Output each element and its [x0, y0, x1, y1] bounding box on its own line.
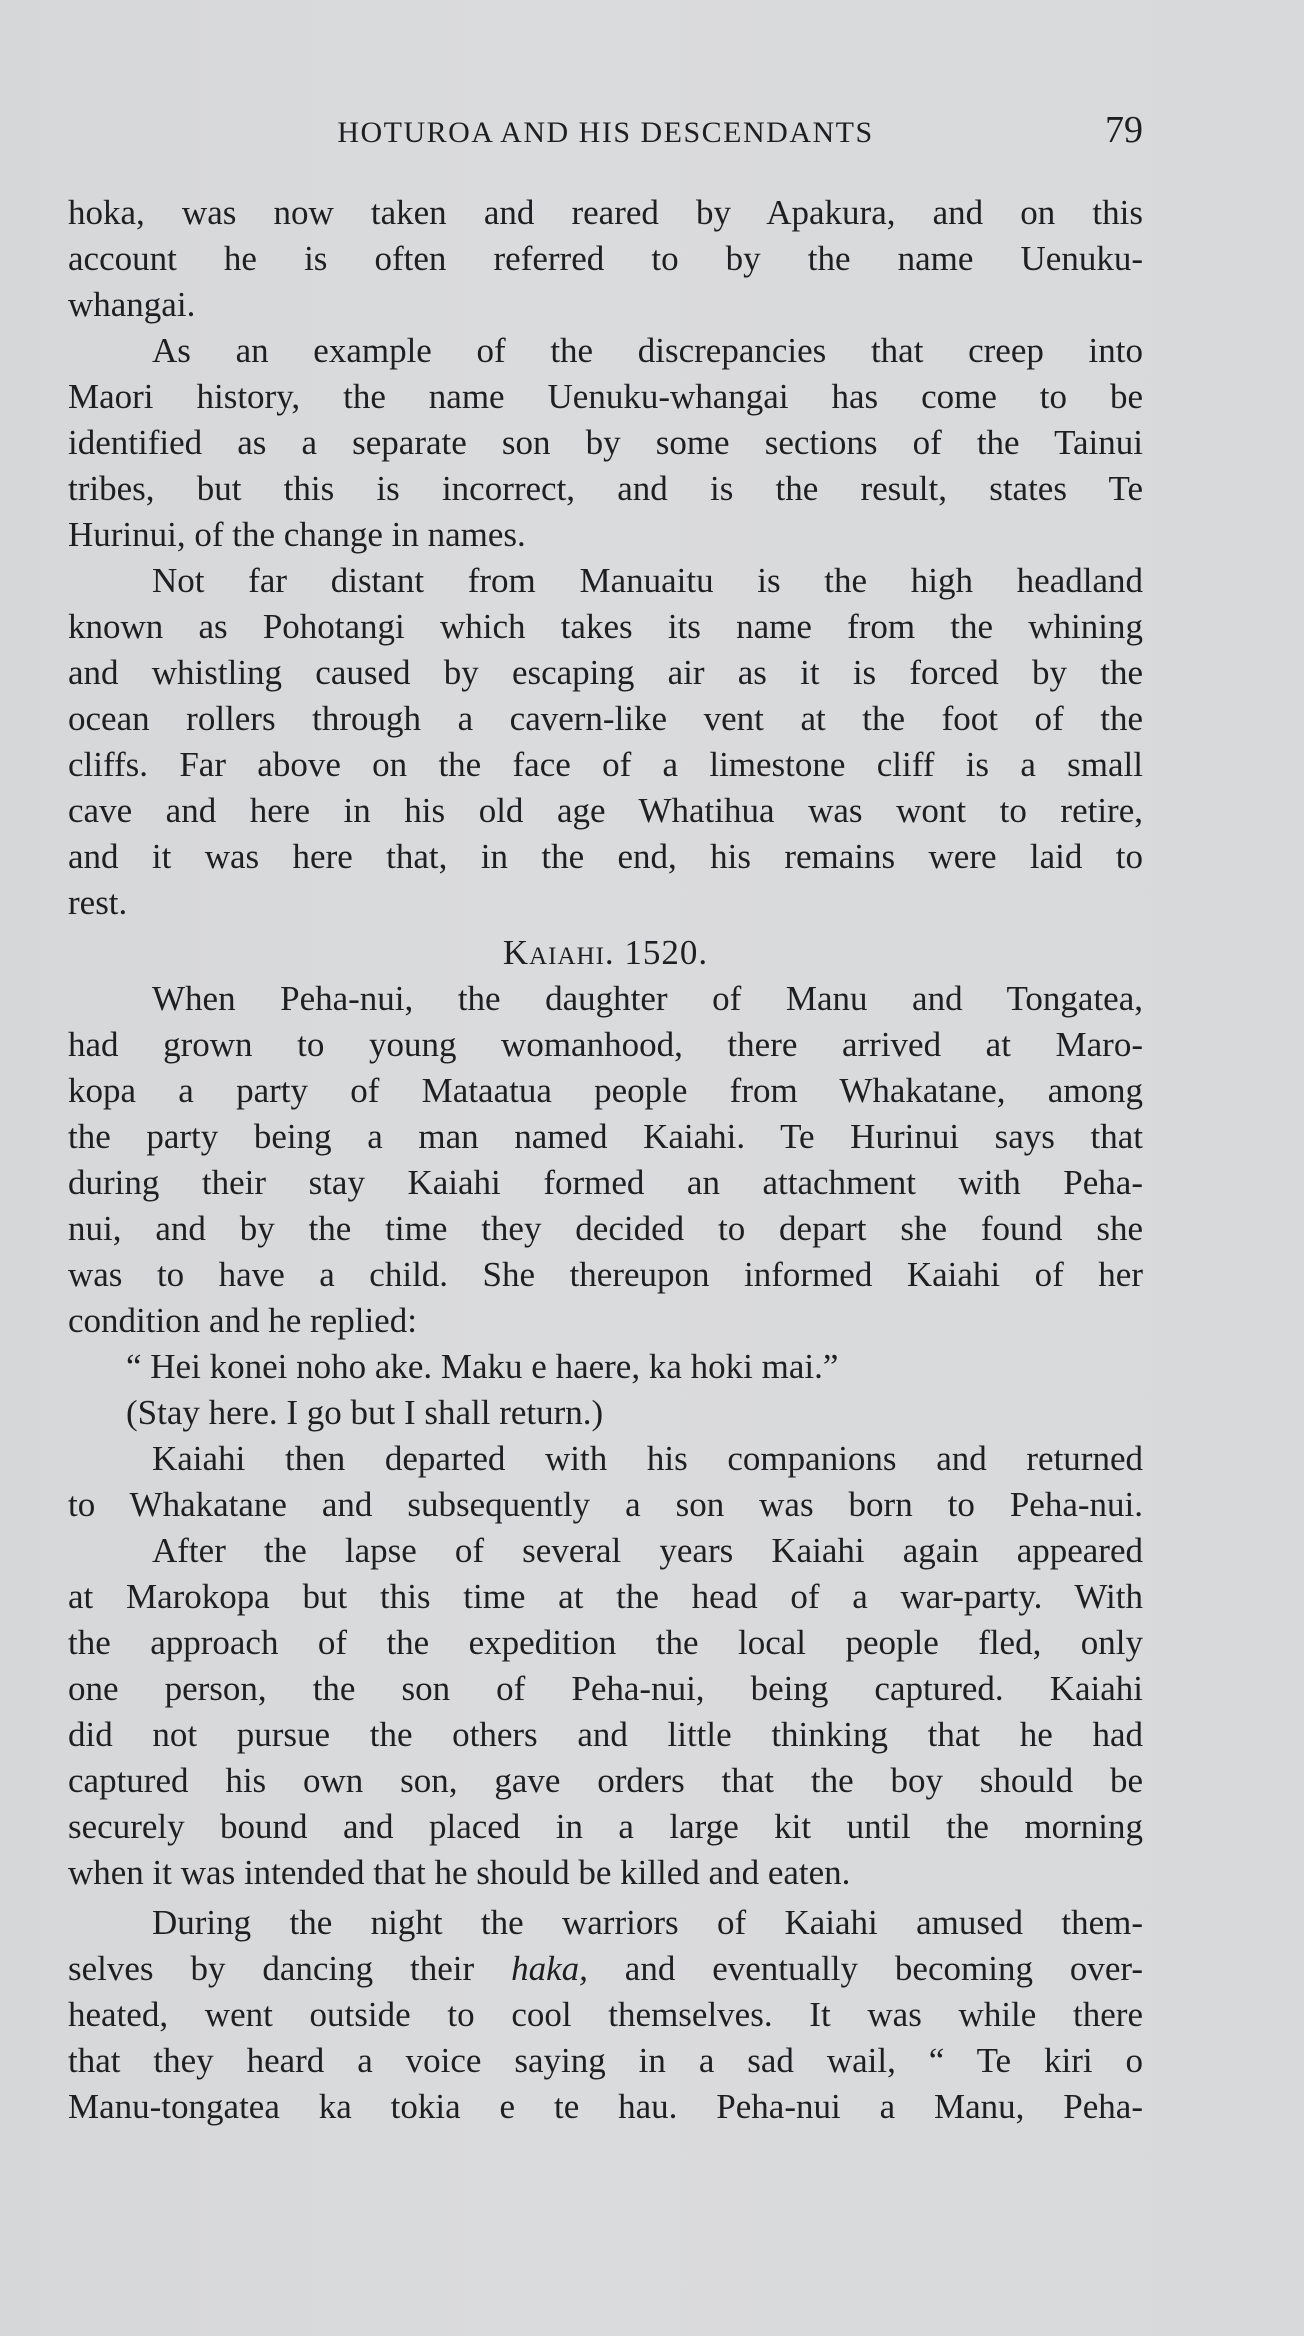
text-line: rest. [68, 883, 128, 922]
quoted-speech: “ Hei konei noho ake. Maku e haere, ka hoki mai.” [126, 1347, 839, 1386]
text-line: account he is often referred to by the name Uenuku- [68, 239, 1143, 278]
text-line: After the lapse of several years Kaiahi again appeared [152, 1531, 1143, 1570]
page-number: 79 [1105, 109, 1143, 151]
text-line: that they heard a voice saying in a sad wail, “ Te kiri o [68, 2041, 1143, 2080]
running-head: HOTUROA AND HIS DESCENDANTS [337, 116, 874, 149]
text-line: As an example of the discrepancies that creep into [152, 331, 1143, 370]
text-line: during their stay Kaiahi formed an attachment with Peha- [68, 1163, 1143, 1202]
text-line: Maori history, the name Uenuku-whangai has come to be [68, 377, 1143, 416]
text-line [68, 1946, 1143, 1992]
text-line: securely bound and placed in a large kit until the morning [68, 1807, 1143, 1846]
page-header [68, 108, 1143, 156]
text-line: captured his own son, gave orders that the boy should be [68, 1761, 1143, 1800]
text-line: whangai. [68, 285, 196, 324]
text-line: the party being a man named Kaiahi. Te Hurinui says that [68, 1117, 1143, 1156]
text-line: Manu-tongatea ka tokia e te hau. Peha-nui a Manu, Peha- [68, 2087, 1143, 2126]
text-line: cave and here in his old age Whatihua was wont to retire, [68, 791, 1143, 830]
text-line: to Whakatane and subsequently a son was born to Peha-nui. [68, 1485, 1143, 1524]
section-heading: Kaiahi. 1520. [502, 933, 709, 972]
text-line: at Marokopa but this time at the head of a war-party. With [68, 1577, 1143, 1616]
text-line: Hurinui, of the change in names. [68, 515, 526, 554]
text-line: hoka, was now taken and reared by Apakura, and on this [68, 193, 1143, 232]
body-text [68, 190, 1143, 2130]
text-line: one person, the son of Peha-nui, being captured. Kaiahi [68, 1669, 1143, 1708]
text-line: ocean rollers through a cavern-like vent at the foot of the [68, 699, 1143, 738]
text-line: the approach of the expedition the local people fled, only [68, 1623, 1143, 1662]
italic-word: haka, [511, 1949, 588, 1988]
text-line: and it was here that, in the end, his remains were laid to [68, 837, 1143, 876]
text-line: identified as a separate son by some sections of the Tainui [68, 423, 1143, 462]
text-line: had grown to young womanhood, there arrived at Maro- [68, 1025, 1143, 1064]
text-fragment: selves by dancing their [68, 1949, 512, 1988]
translation-line: (Stay here. I go but I shall return.) [126, 1393, 604, 1432]
text-line: Not far distant from Manuaitu is the high headland [152, 561, 1143, 600]
text-line: Kaiahi then departed with his companions and returned [152, 1439, 1143, 1478]
text-fragment: and eventually becoming over- [587, 1949, 1143, 1988]
text-line: and whistling caused by escaping air as it is forced by the [68, 653, 1143, 692]
text-line: did not pursue the others and little thinking that he had [68, 1715, 1143, 1754]
text-line: condition and he replied: [68, 1301, 417, 1340]
text-line: nui, and by the time they decided to depart she found she [68, 1209, 1143, 1248]
text-line: When Peha-nui, the daughter of Manu and Tongatea, [152, 979, 1143, 1018]
text-line: known as Pohotangi which takes its name from the whining [68, 607, 1143, 646]
text-line: tribes, but this is incorrect, and is the result, states Te [68, 469, 1143, 508]
text-line: when it was intended that he should be killed and eaten. [68, 1853, 851, 1892]
text-line: kopa a party of Mataatua people from Whakatane, among [68, 1071, 1143, 1110]
text-line: During the night the warriors of Kaiahi amused them- [152, 1903, 1143, 1942]
text-line: cliffs. Far above on the face of a limestone cliff is a small [68, 745, 1143, 784]
text-line: was to have a child. She thereupon informed Kaiahi of her [68, 1255, 1143, 1294]
text-line: heated, went outside to cool themselves. It was while there [68, 1995, 1143, 2034]
